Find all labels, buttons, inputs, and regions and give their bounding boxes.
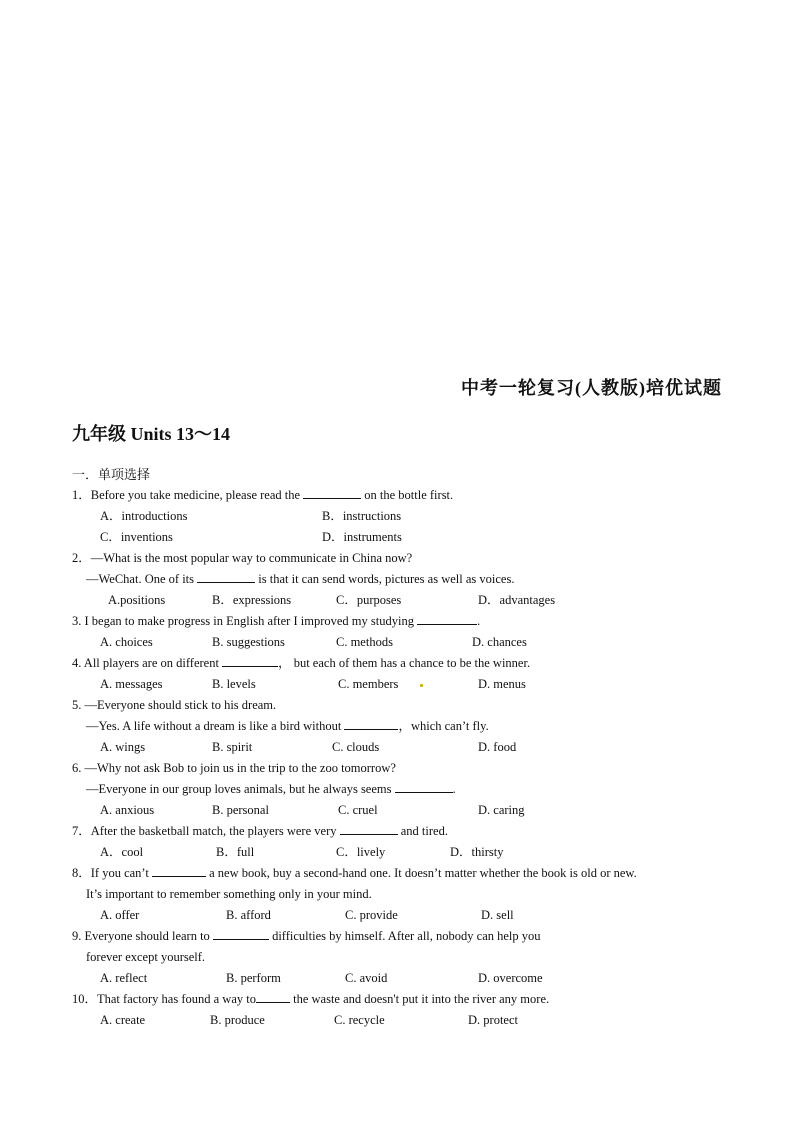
answer-option[interactable]: C. cruel: [338, 803, 378, 817]
question-stem: [0, 863, 794, 884]
question-text: 6. —Why not ask Bob to join us in the trip to the zoo tomorrow?: [72, 761, 396, 775]
question-text: 2．—What is the most popular way to communicate in China now?: [72, 551, 413, 565]
answer-option[interactable]: A. wings: [100, 740, 146, 754]
question-text: difficulties by himself. After all, nobody can help you: [268, 929, 541, 943]
answer-option[interactable]: A. messages: [100, 677, 163, 691]
answer-blank[interactable]: [197, 570, 255, 583]
answer-option[interactable]: B. levels: [212, 677, 256, 691]
question-text: 4. All players are on different: [72, 656, 223, 670]
question-text: 10．That factory has found a way to: [72, 992, 256, 1006]
question-text: .: [452, 782, 456, 796]
answer-blank[interactable]: [303, 486, 361, 499]
options-row: [0, 905, 794, 926]
answer-option[interactable]: D. food: [478, 740, 517, 754]
question-text: is that it can send words, pictures as well as voices.: [255, 572, 515, 586]
question-stem: [0, 821, 794, 842]
answer-option[interactable]: B．expressions: [212, 593, 292, 607]
answer-blank[interactable]: [340, 822, 398, 835]
question-text: 1．Before you take medicine, please read the: [72, 488, 304, 502]
question-text: —Yes. A life without a dream is like a bird without: [86, 719, 345, 733]
answer-option[interactable]: D. caring: [478, 803, 525, 817]
question-text: 3. I began to make progress in English after I improved my studying: [72, 614, 418, 628]
question-text: the waste and doesn't put it into the river any more.: [289, 992, 550, 1006]
unit-title: 九年级 Units 13～14: [72, 424, 231, 444]
answer-option[interactable]: C. avoid: [345, 971, 388, 985]
answer-option[interactable]: C. clouds: [332, 740, 380, 754]
question-stem: [0, 695, 794, 716]
options-row: [0, 737, 794, 758]
answer-option[interactable]: A．introductions: [100, 509, 188, 523]
answer-option[interactable]: A. create: [100, 1013, 146, 1027]
options-row: [0, 968, 794, 989]
question-continuation: [0, 569, 794, 590]
answer-option[interactable]: B. suggestions: [212, 635, 285, 649]
options-row: [0, 506, 794, 527]
answer-option[interactable]: B．instructions: [322, 509, 402, 523]
question-stem: [0, 653, 794, 674]
question-stem: [0, 758, 794, 779]
answer-option[interactable]: D. menus: [478, 677, 526, 691]
answer-blank[interactable]: [417, 612, 477, 625]
scan-speck: [420, 684, 423, 687]
answer-option[interactable]: D. chances: [472, 635, 527, 649]
answer-option[interactable]: A．cool: [100, 845, 144, 859]
options-row: [0, 800, 794, 821]
options-row: [0, 590, 794, 611]
question-text: 8．If you can’t: [72, 866, 152, 880]
question-text: 9. Everyone should learn to: [72, 929, 213, 943]
answer-option[interactable]: C. recycle: [334, 1013, 385, 1027]
answer-option[interactable]: B．full: [216, 845, 255, 859]
answer-option[interactable]: D. protect: [468, 1013, 518, 1027]
answer-option[interactable]: B. produce: [210, 1013, 265, 1027]
answer-blank[interactable]: [344, 717, 398, 730]
options-row: [0, 1010, 794, 1031]
answer-option[interactable]: C. members: [338, 677, 399, 691]
question-continuation: [0, 884, 794, 905]
question-stem: [0, 611, 794, 632]
question-text: and tired.: [397, 824, 448, 838]
options-row: [0, 527, 794, 548]
question-text: It’s important to remember something only in your mind.: [86, 887, 372, 901]
answer-option[interactable]: D. overcome: [478, 971, 543, 985]
answer-blank[interactable]: [213, 927, 269, 940]
question-stem: [0, 926, 794, 947]
answer-option[interactable]: D．thirsty: [450, 845, 504, 859]
answer-option[interactable]: B. spirit: [212, 740, 253, 754]
question-text: ，which can’t fly.: [398, 719, 489, 733]
answer-option[interactable]: C. provide: [345, 908, 398, 922]
answer-option[interactable]: D. sell: [481, 908, 514, 922]
question-list: [0, 485, 794, 1031]
question-text: ， but each of them has a chance to be the winner.: [278, 656, 531, 670]
answer-blank[interactable]: [395, 780, 453, 793]
answer-option[interactable]: C．lively: [336, 845, 386, 859]
question-text: forever except yourself.: [86, 950, 206, 964]
answer-option[interactable]: B. personal: [212, 803, 269, 817]
answer-blank[interactable]: [256, 990, 290, 1003]
options-row: [0, 842, 794, 863]
question-text: .: [477, 614, 481, 628]
answer-blank[interactable]: [152, 864, 206, 877]
question-text: —WeChat. One of its: [86, 572, 198, 586]
answer-option[interactable]: A. reflect: [100, 971, 148, 985]
question-continuation: [0, 779, 794, 800]
answer-option[interactable]: A.positions: [108, 593, 166, 607]
answer-option[interactable]: D．instruments: [322, 530, 402, 544]
answer-option[interactable]: D．advantages: [478, 593, 556, 607]
question-text: 7．After the basketball match, the players were very: [72, 824, 340, 838]
answer-option[interactable]: A. anxious: [100, 803, 155, 817]
answer-blank[interactable]: [222, 654, 278, 667]
question-stem: [0, 548, 794, 569]
answer-option[interactable]: C. methods: [336, 635, 393, 649]
question-text: on the bottle first.: [361, 488, 454, 502]
answer-option[interactable]: B. perform: [226, 971, 281, 985]
answer-option[interactable]: B. afford: [226, 908, 271, 922]
options-row: [0, 674, 794, 695]
question-text: 5. —Everyone should stick to his dream.: [72, 698, 277, 712]
question-stem: [0, 485, 794, 506]
answer-option[interactable]: A. offer: [100, 908, 140, 922]
question-text: a new book, buy a second-hand one. It doesn’t matter whether the book is old or new.: [205, 866, 637, 880]
question-continuation: [0, 716, 794, 737]
options-row: [0, 632, 794, 653]
answer-option[interactable]: A. choices: [100, 635, 153, 649]
answer-option[interactable]: C．inventions: [100, 530, 173, 544]
question-stem: [0, 989, 794, 1010]
section-title: 一．单项选择: [72, 467, 151, 482]
document-title: 中考一轮复习(人教版)培优试题: [461, 378, 722, 398]
question-text: —Everyone in our group loves animals, but he always seems: [86, 782, 395, 796]
question-continuation: [0, 947, 794, 968]
answer-option[interactable]: C．purposes: [336, 593, 402, 607]
